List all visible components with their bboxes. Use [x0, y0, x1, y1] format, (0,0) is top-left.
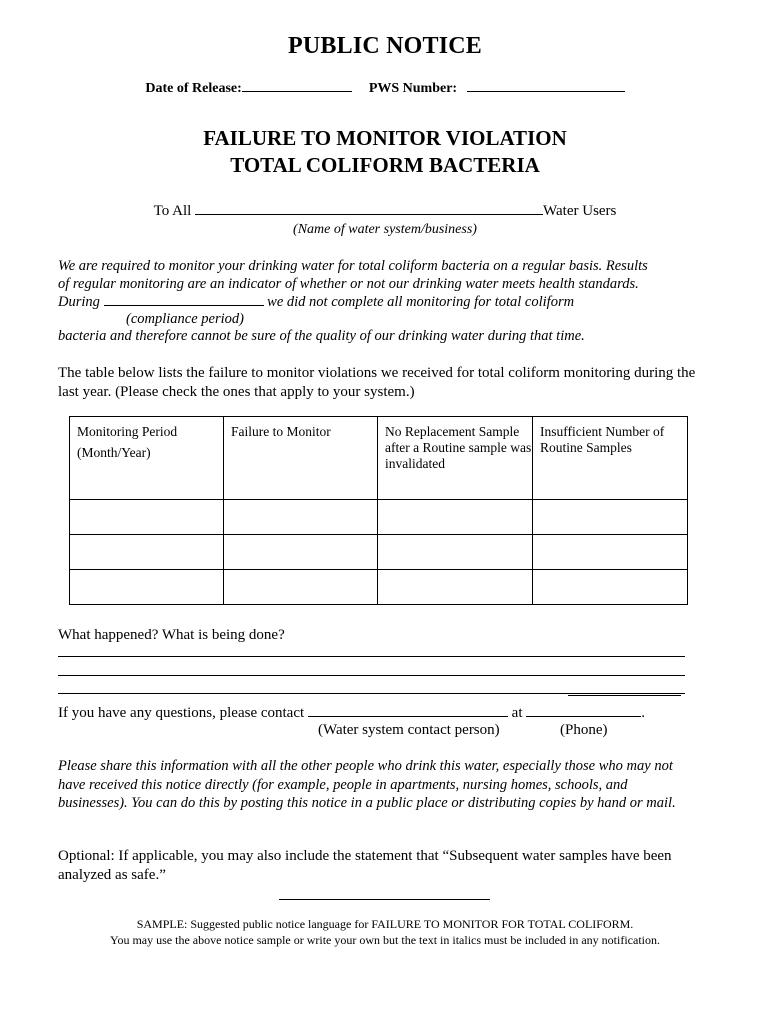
- header-monitoring-period: [70, 417, 224, 500]
- header-failure-label: Failure to Monitor: [231, 424, 331, 439]
- date-of-release-label: Date of Release:: [145, 81, 242, 96]
- header-no-replacement-label: No Replacement Sample after a Routine sample was invalidated: [385, 424, 532, 471]
- table-row: [70, 570, 688, 605]
- intro-line-1: We are required to monitor your drinking water for total coliform bacteria on a regular basis. Results: [58, 258, 648, 274]
- header-no-replacement: [378, 417, 533, 500]
- table-cell[interactable]: [533, 535, 688, 570]
- pws-number-field[interactable]: [467, 79, 625, 92]
- table-cell[interactable]: [70, 570, 224, 605]
- compliance-period-caption: (compliance period): [126, 311, 244, 327]
- optional-paragraph: Optional: If applicable, you may also include the statement that “Subsequent water samples have been analyzed as safe.”: [58, 848, 672, 883]
- contact-end: .: [641, 705, 645, 721]
- to-prefix: To All: [153, 203, 192, 219]
- table-cell[interactable]: [224, 570, 378, 605]
- water-system-name-caption: (Name of water system/business): [293, 222, 477, 237]
- footer-instructions-line: You may use the above notice sample or write your own but the text in italics must be included in any notification.: [109, 933, 660, 947]
- violation-subheading: TOTAL COLIFORM BACTERIA: [230, 153, 540, 177]
- contact-person-field[interactable]: [308, 704, 508, 717]
- what-happened-line-2[interactable]: [58, 675, 685, 676]
- intro-line-2: of regular monitoring are an indicator of whether or not our drinking water meets health standards.: [58, 276, 639, 292]
- intro-line-3: [58, 293, 698, 312]
- what-happened-label: What happened? What is being done?: [58, 627, 285, 643]
- footer-divider: [279, 899, 490, 900]
- table-row: [70, 500, 688, 535]
- table-header-row: [70, 417, 688, 500]
- table-cell[interactable]: [70, 500, 224, 535]
- contact-person-caption: (Water system contact person): [318, 722, 500, 738]
- contact-line: [58, 704, 645, 722]
- to-suffix: Water Users: [543, 203, 617, 219]
- water-system-name-field[interactable]: [195, 202, 543, 215]
- table-cell[interactable]: [378, 535, 533, 570]
- header-failure-to-monitor: [224, 417, 378, 500]
- what-happened-line-1[interactable]: [58, 656, 685, 657]
- release-line: [0, 79, 770, 97]
- contact-at: at: [511, 705, 523, 721]
- to-line: [0, 202, 770, 220]
- table-cell[interactable]: [378, 570, 533, 605]
- table-cell[interactable]: [224, 500, 378, 535]
- footer-sample-line: SAMPLE: Suggested public notice language for FAILURE TO MONITOR FOR TOTAL COLIFORM.: [136, 917, 634, 931]
- notice-title: PUBLIC NOTICE: [288, 33, 482, 59]
- contact-prefix: If you have any questions, please contact: [58, 705, 305, 721]
- intro-line-4: bacteria and therefore cannot be sure of the quality of our drinking water during that time.: [58, 328, 585, 344]
- date-of-release-field[interactable]: [242, 79, 352, 92]
- violation-heading: FAILURE TO MONITOR VIOLATION: [203, 126, 567, 150]
- contact-phone-field[interactable]: [526, 704, 641, 717]
- table-cell[interactable]: [533, 500, 688, 535]
- header-period-format: (Month/Year): [77, 445, 151, 460]
- table-cell[interactable]: [378, 500, 533, 535]
- intro-during: During: [58, 294, 100, 310]
- table-cell[interactable]: [533, 570, 688, 605]
- contact-phone-caption: (Phone): [560, 722, 608, 738]
- table-cell[interactable]: [70, 535, 224, 570]
- table-intro: The table below lists the failure to monitor violations we received for total coliform monitoring during the last year. (Please check the ones that apply to your system.): [58, 365, 696, 400]
- share-paragraph: Please share this information with all the other people who drink this water, especially those who may not have received this notice directly (for example, people in apartments, nursing homes, schools, and businesses). You can do this by posting this notice in a public place or distributing copies by hand or mail.: [58, 758, 676, 811]
- table-cell[interactable]: [224, 535, 378, 570]
- table-row: [70, 535, 688, 570]
- violations-table: [69, 416, 688, 605]
- intro-line-3-rest: we did not complete all monitoring for total coliform: [267, 294, 575, 310]
- compliance-period-field[interactable]: [104, 293, 264, 306]
- what-happened-line-3[interactable]: [58, 693, 685, 694]
- pws-number-label: PWS Number:: [368, 81, 458, 96]
- header-insufficient-label: Insufficient Number of Routine Samples: [540, 424, 665, 455]
- what-happened-line-end: [568, 695, 681, 696]
- header-period-label: Monitoring Period: [77, 424, 178, 439]
- header-insufficient: [533, 417, 688, 500]
